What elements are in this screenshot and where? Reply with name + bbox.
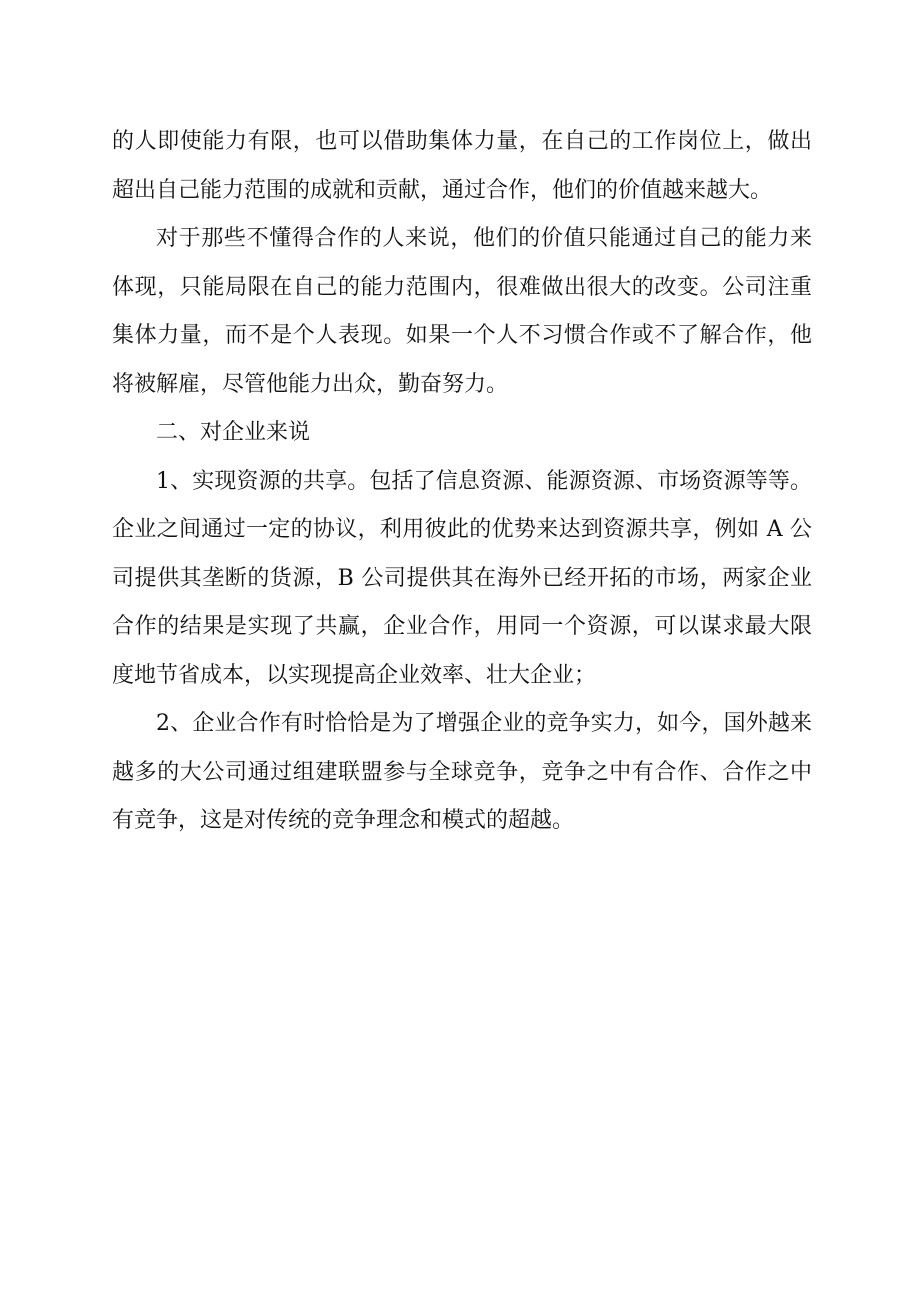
paragraph-competition: 2、企业合作有时恰恰是为了增强企业的竞争实力，如今，国外越来越多的大公司通过组建联盟参与全球竞争，竞争之中有合作、合作之中有竞争，这是对传统的竞争理念和模式的超越。 xyxy=(112,711,812,833)
paragraph-continuation: 的人即使能力有限，也可以借助集体力量，在自己的工作岗位上，做出超出自己能力范围的成就和贡献，通过合作，他们的价值越来越大。 xyxy=(112,129,812,203)
paragraph-non-cooperators: 对于那些不懂得合作的人来说，他们的价值只能通过自己的能力来体现，只能局限在自己的能力范围内，很难做出很大的改变。公司注重集体力量，而不是个人表现。如果一个人不习惯合作或不了解合作，他将被解雇，尽管他能力出众，勤奋努力。 xyxy=(112,226,812,397)
document-body xyxy=(112,118,812,846)
paragraph-resource-sharing: 1、实现资源的共享。包括了信息资源、能源资源、市场资源等等。企业之间通过一定的协议，利用彼此的优势来达到资源共享，例如 A 公司提供其垄断的货源，B 公司提供其在海外已经开拓的市场，两家企业合作的结果是实现了共赢，企业合作，用同一个资源，可以谋求最大限度地节省成本，以实现提高企业效率、壮大企业； xyxy=(112,468,812,688)
section-heading-enterprise: 二、对企业来说 xyxy=(156,420,311,445)
